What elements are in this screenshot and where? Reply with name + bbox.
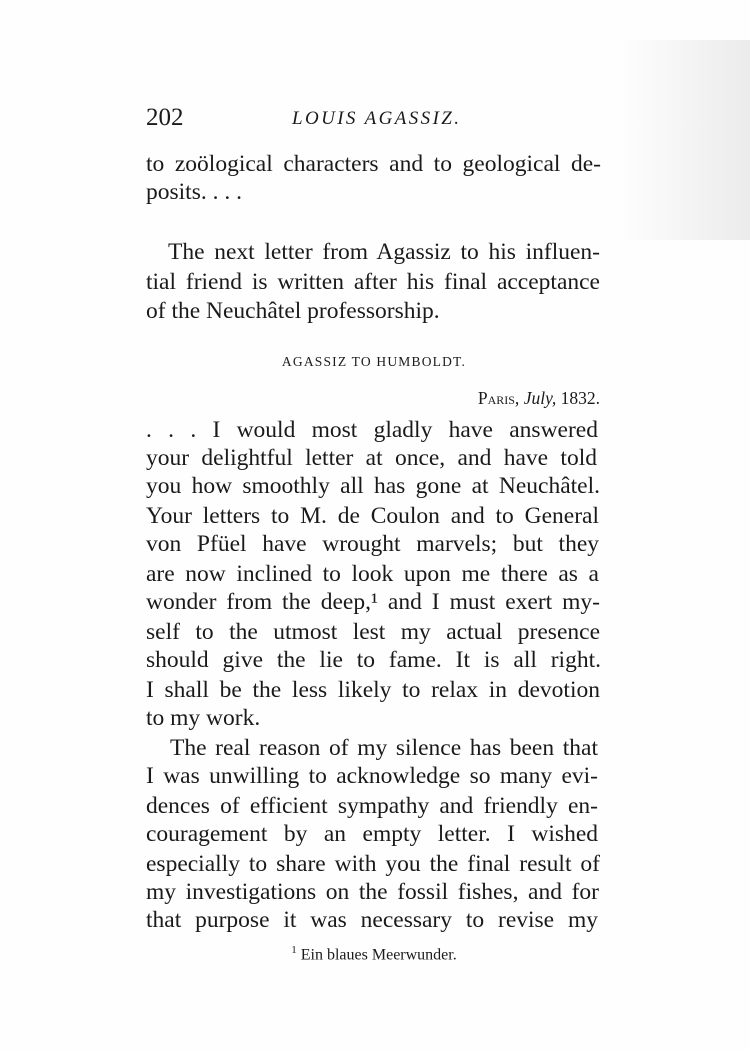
text-line: your delightful letter at once, and have told	[146, 445, 597, 471]
footnote-marker: 1	[291, 944, 297, 956]
text-line: posits. . . .	[146, 179, 242, 205]
text-line: dences of efficient sympathy and friendly en-	[146, 793, 598, 819]
text-line: The real reason of my silence has been that	[170, 735, 598, 761]
dateline-place: Paris,	[477, 388, 520, 408]
page-number: 202	[146, 104, 184, 131]
text-line: couragement by an empty letter. I wished	[146, 821, 598, 847]
text-line: to my work.	[146, 705, 261, 731]
text-line: of the Neuchâtel professorship.	[146, 298, 440, 324]
text-line: tial friend is written after his final acceptance	[146, 269, 600, 295]
text-line: you how smoothly all has gone at Neuchâtel.	[146, 473, 600, 499]
text-line: to zoölogical characters and to geological de-	[146, 151, 601, 177]
text-line: I was unwilling to acknowledge so many evi-	[146, 763, 598, 789]
text-line: wonder from the deep,¹ and I must exert my-	[146, 589, 600, 615]
text-line: self to the utmost lest my actual presence	[146, 619, 600, 645]
text-line: should give the lie to fame. It is all right.	[146, 647, 601, 673]
letter-heading: AGASSIZ TO HUMBOLDT.	[281, 354, 467, 369]
text-line: are now inclined to look upon me there as a	[146, 561, 599, 587]
text-line: Your letters to M. de Coulon and to General	[146, 503, 599, 529]
footnote	[146, 944, 602, 964]
scan-shadow	[620, 40, 750, 240]
text-line: my investigations on the fossil fishes, and for	[146, 879, 599, 905]
dateline-year: 1832.	[560, 388, 600, 408]
text-line: I shall be the less likely to relax in devotion	[146, 677, 600, 703]
text-line: that purpose it was necessary to revise my	[146, 907, 598, 933]
dateline-date: July,	[523, 388, 557, 408]
page-header	[146, 104, 602, 138]
text-line: von Pfüel have wrought marvels; but they	[146, 531, 599, 557]
footnote-text: Ein blaues Meerwunder.	[300, 946, 457, 964]
text-line: . . . I would most gladly have answered	[146, 417, 598, 443]
text-line: especially to share with you the final result of	[146, 851, 600, 877]
dateline	[478, 388, 600, 409]
running-head: LOUIS AGASSIZ.	[292, 108, 462, 129]
text-line: The next letter from Agassiz to his influen-	[168, 239, 600, 265]
